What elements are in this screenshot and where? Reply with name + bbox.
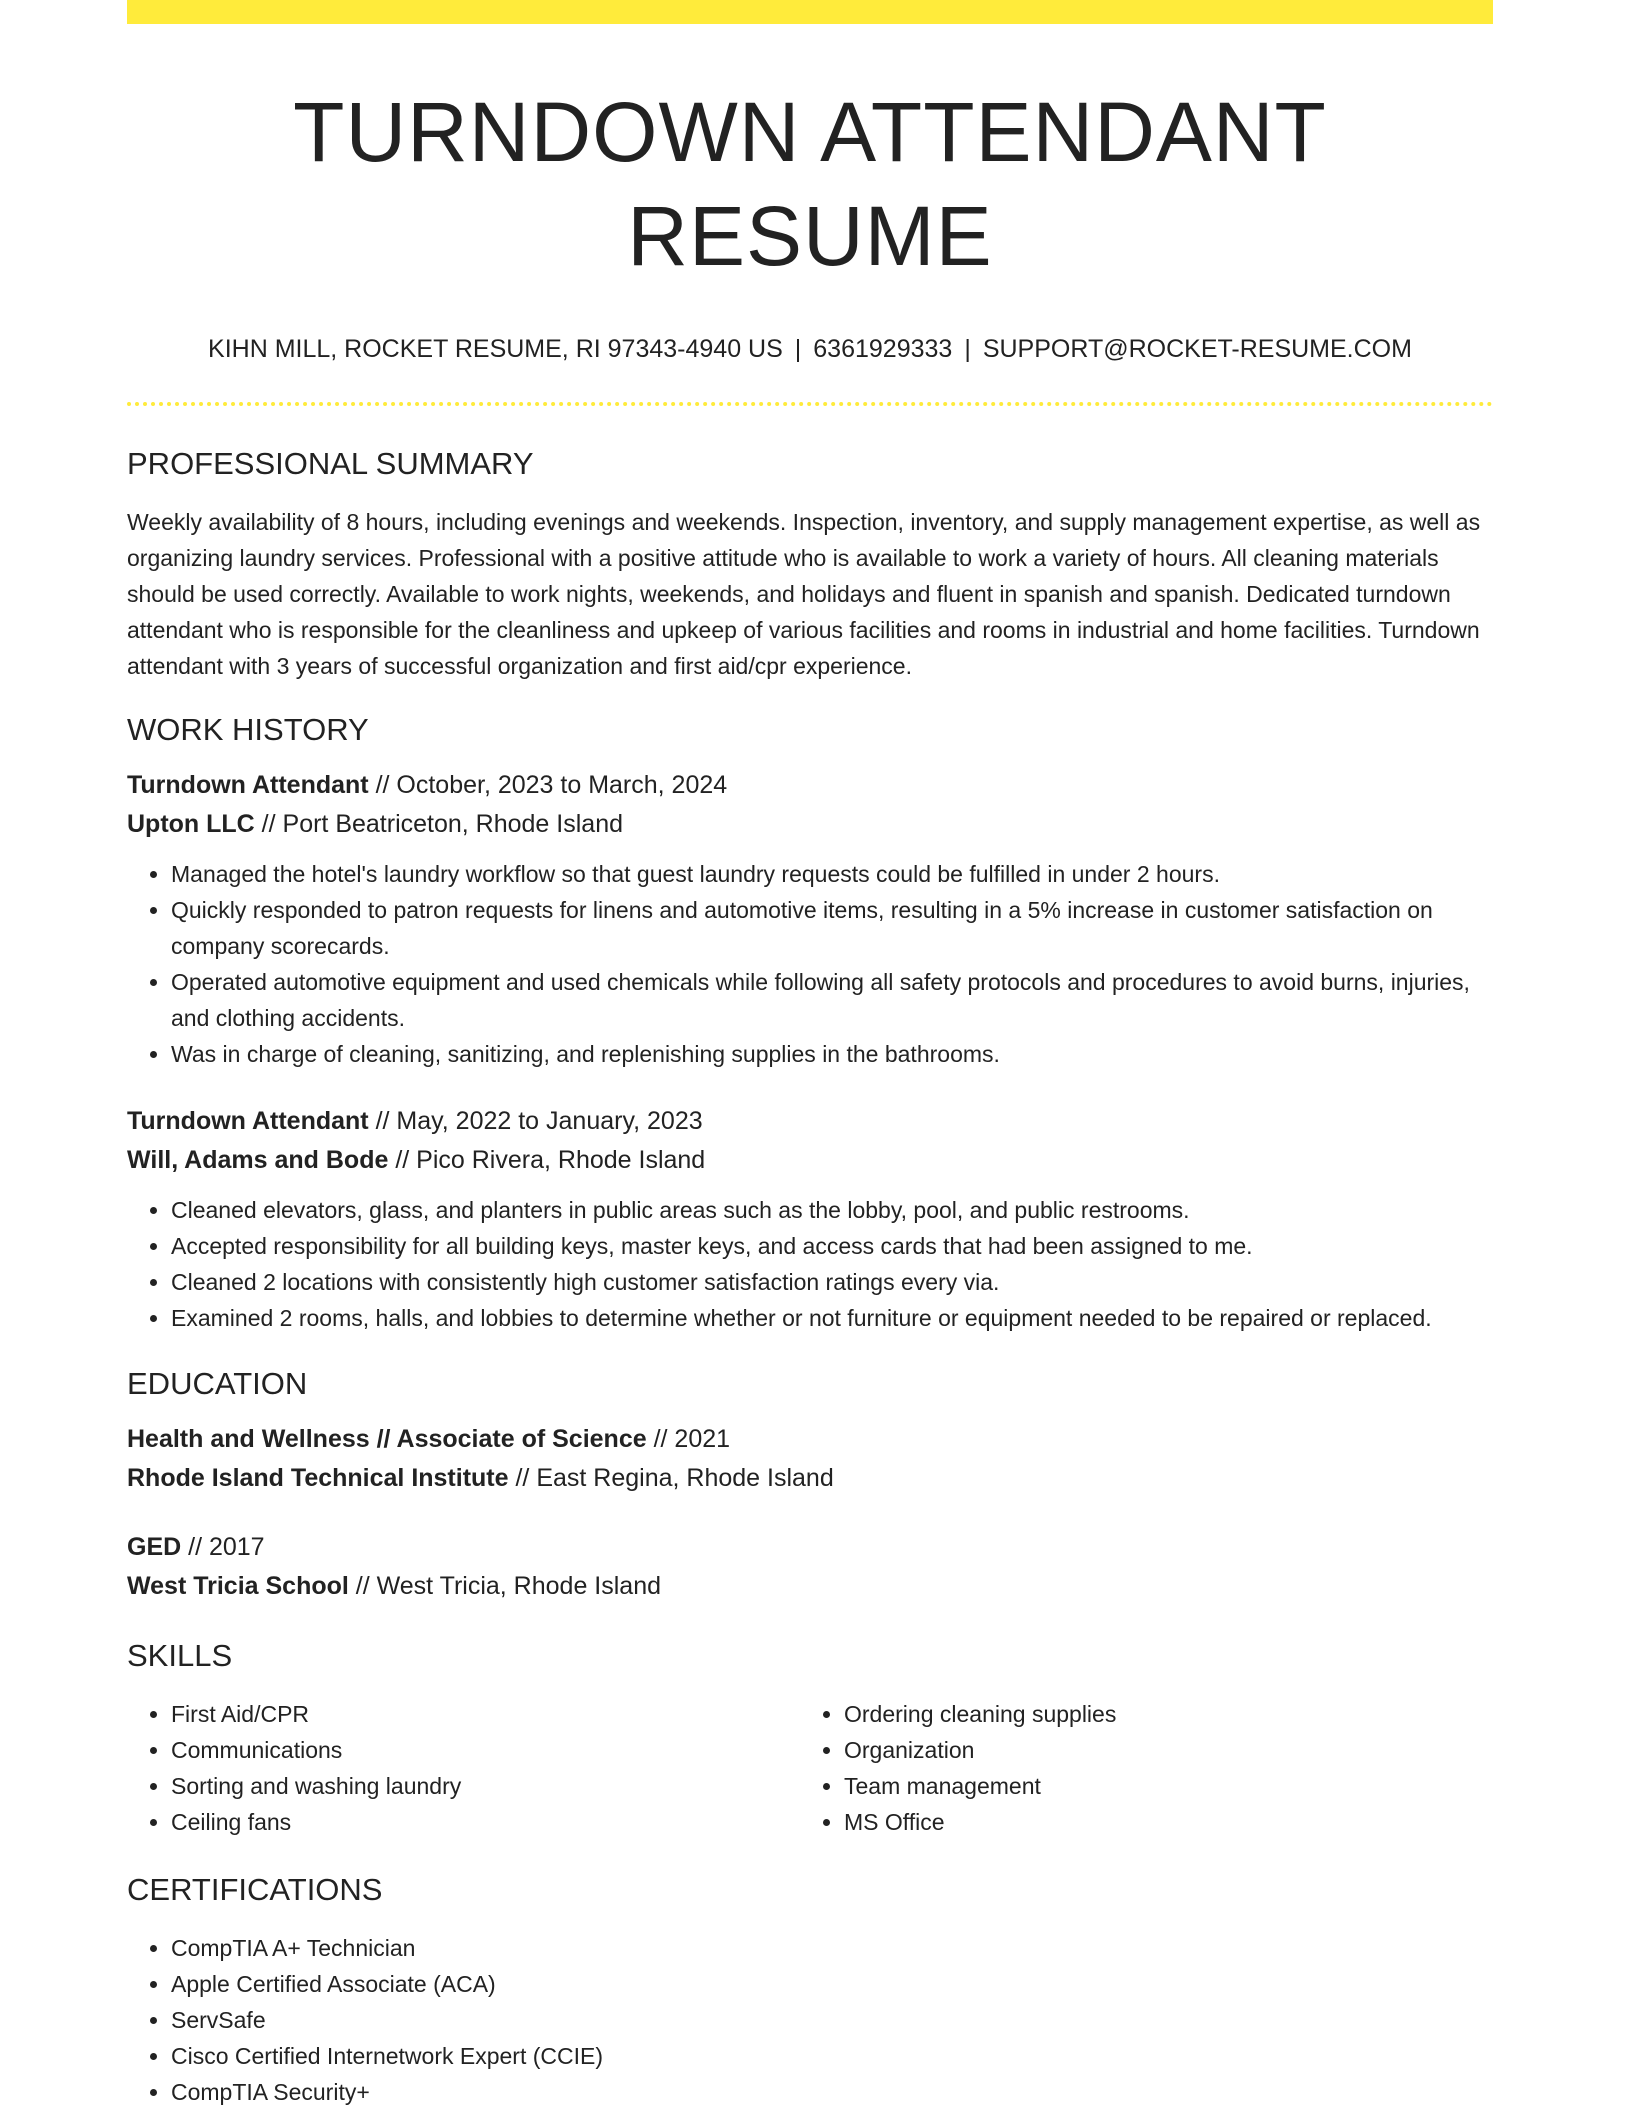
education-school-line [127, 1567, 1493, 1606]
contact-phone: 6361929333 [813, 335, 953, 363]
section-title-skills: SKILLS [127, 1638, 233, 1673]
education-location: // East Regina, Rhode Island [508, 1464, 834, 1492]
job-entry [127, 766, 1493, 1072]
contact-line [127, 332, 1493, 366]
job-duties-list [127, 1192, 1493, 1336]
education-entry [127, 1528, 1493, 1606]
contact-email: SUPPORT@ROCKET-RESUME.COM [982, 335, 1412, 363]
skills-section [127, 1636, 1493, 1840]
list-item: • Sorting and washing laundry [171, 1768, 800, 1804]
list-item: • Cleaned elevators, glass, and planters in public areas such as the lobby, pool, and public restrooms. [171, 1192, 1493, 1228]
skills-grid [127, 1696, 1493, 1840]
job-role: Turndown Attendant [127, 1107, 369, 1135]
job-company: Upton LLC [127, 810, 255, 838]
resume-page [127, 0, 1493, 2110]
section-title-education: EDUCATION [127, 1366, 308, 1401]
resume-title: TURNDOWN ATTENDANT RESUME [293, 85, 1327, 283]
list-item: • Ceiling fans [171, 1804, 800, 1840]
education-year: // 2021 [646, 1425, 731, 1453]
education-year: // 2017 [181, 1533, 265, 1561]
section-title-certifications: CERTIFICATIONS [127, 1872, 383, 1907]
education-school: West Tricia School [127, 1572, 349, 1600]
job-title-line [127, 1102, 1493, 1141]
section-title-summary: PROFESSIONAL SUMMARY [127, 446, 534, 481]
list-item: • Accepted responsibility for all building keys, master keys, and access cards that had been assigned to me. [171, 1228, 1493, 1264]
list-item: • Organization [844, 1732, 1473, 1768]
list-item: • CompTIA A+ Technician [171, 1930, 1493, 1966]
job-location: // Port Beatriceton, Rhode Island [254, 810, 623, 838]
list-item: • Managed the hotel's laundry workflow so that guest laundry requests could be fulfilled in under 2 hours. [171, 856, 1493, 892]
skills-list-right [800, 1696, 1473, 1840]
job-role: Turndown Attendant [127, 771, 369, 799]
job-entry [127, 1102, 1493, 1336]
education-entry [127, 1420, 1493, 1498]
job-duties-list [127, 856, 1493, 1072]
education-degree-line [127, 1528, 1493, 1567]
list-item: • MS Office [844, 1804, 1473, 1840]
summary-text: Weekly availability of 8 hours, including evenings and weekends. Inspection, inventory, and supply management expertise, as well as organizing laundry services. Professional with a positive attitude who is available to work a variety of hours. All cleaning materials should be used correctly. Available to work nights, weekends, and holidays and fluent in spanish and spanish. Dedicated turndown attendant who is responsible for the cleanliness and upkeep of various facilities and rooms in industrial and home facilities. Turndown attendant with 3 years of successful organization and first aid/cpr experience. [127, 509, 1481, 679]
education-section [127, 1364, 1493, 1606]
section-title-work-history: WORK HISTORY [127, 712, 369, 747]
list-item: • Team management [844, 1768, 1473, 1804]
skills-list-left [127, 1696, 800, 1840]
education-school-line [127, 1459, 1493, 1498]
list-item: • Quickly responded to patron requests for linens and automotive items, resulting in a 5% increase in customer satisfaction on company scorecards. [171, 892, 1493, 964]
accent-top-bar [127, 0, 1493, 24]
summary-section [127, 444, 1493, 684]
list-item: • ServSafe [171, 2002, 1493, 2038]
list-item: • CompTIA Security+ [171, 2074, 1493, 2110]
job-dates: // May, 2022 to January, 2023 [368, 1107, 703, 1135]
contact-separator: | [964, 335, 971, 363]
education-location: // West Tricia, Rhode Island [348, 1572, 661, 1600]
list-item: • Operated automotive equipment and used chemicals while following all safety protocols and procedures to avoid burns, injuries, and clothing accidents. [171, 964, 1493, 1036]
contact-separator: | [794, 335, 802, 363]
job-location: // Pico Rivera, Rhode Island [388, 1146, 706, 1174]
list-item: • Examined 2 rooms, halls, and lobbies to determine whether or not furniture or equipment needed to be repaired or replaced. [171, 1300, 1493, 1336]
list-item: • Communications [171, 1732, 800, 1768]
education-degree-line [127, 1420, 1493, 1459]
certifications-section [127, 1870, 1493, 2110]
job-company: Will, Adams and Bode [127, 1146, 389, 1174]
job-title-line [127, 766, 1493, 805]
job-company-line [127, 1141, 1493, 1180]
list-item: • Cisco Certified Internetwork Expert (CCIE) [171, 2038, 1493, 2074]
work-history-section [127, 710, 1493, 1336]
list-item: • First Aid/CPR [171, 1696, 800, 1732]
education-degree: Health and Wellness // Associate of Science [127, 1425, 647, 1453]
job-company-line [127, 805, 1493, 844]
list-item: • Ordering cleaning supplies [844, 1696, 1473, 1732]
list-item: • Was in charge of cleaning, sanitizing, and replenishing supplies in the bathrooms. [171, 1036, 1493, 1072]
education-school: Rhode Island Technical Institute [127, 1464, 509, 1492]
header-divider [127, 402, 1493, 406]
list-item: • Apple Certified Associate (ACA) [171, 1966, 1493, 2002]
education-degree: GED [127, 1533, 182, 1561]
certifications-list [127, 1930, 1493, 2110]
contact-address: KIHN MILL, ROCKET RESUME, RI 97343-4940 US [208, 335, 783, 363]
list-item: • Cleaned 2 locations with consistently high customer satisfaction ratings every via. [171, 1264, 1493, 1300]
job-dates: // October, 2023 to March, 2024 [368, 771, 728, 799]
